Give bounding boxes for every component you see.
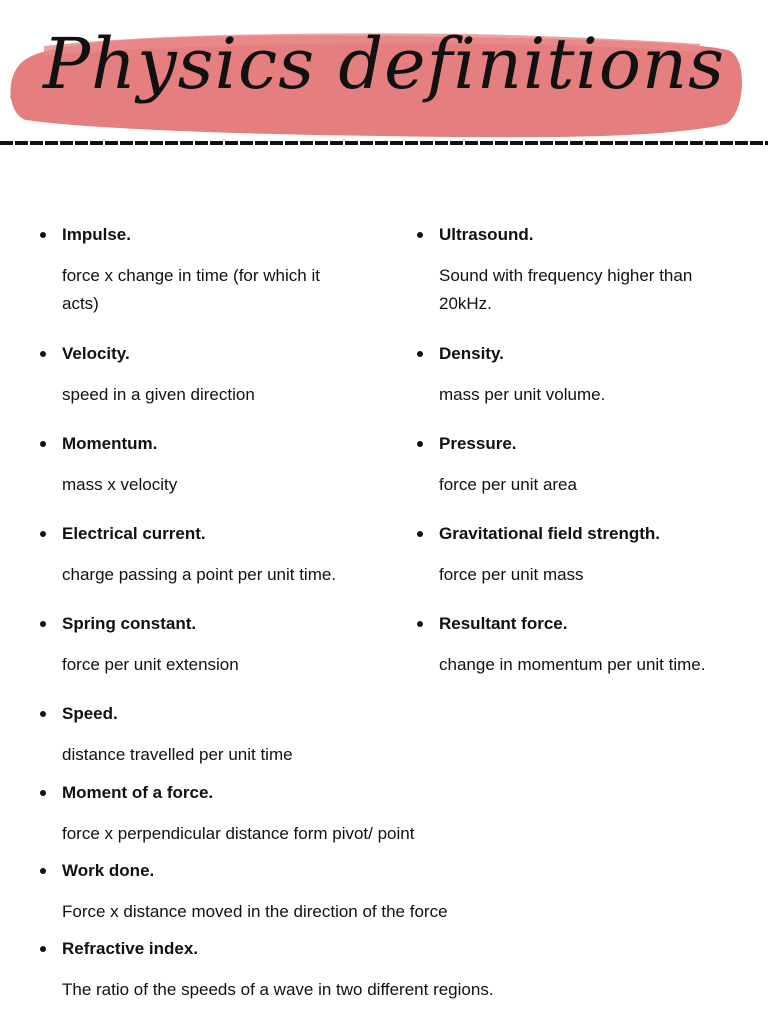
definition-term: Spring constant. [62,614,197,633]
definition-text: force x perpendicular distance form pivot/ point [62,824,415,843]
bullet-icon [417,232,423,238]
definition-term: Density. [439,344,504,363]
definition-item [40,938,740,1004]
bullet-icon [40,531,46,537]
bullet-icon [40,711,46,717]
page-title: Physics definitions [42,23,726,105]
definition-item [417,433,747,499]
definition-term: Pressure. [439,434,517,453]
definition-text: force per unit extension [62,655,239,674]
definition-text: force per unit area [439,475,577,494]
definition-text: speed in a given direction [62,385,255,404]
bullet-icon [40,946,46,952]
definition-term: Resultant force. [439,614,568,633]
definition-term: Work done. [62,861,155,880]
dashed-divider [0,141,768,145]
bullet-icon [40,868,46,874]
definition-text: Force x distance moved in the direction of the force [62,902,448,921]
bullet-icon [40,351,46,357]
definition-term: Electrical current. [62,524,206,543]
definition-item [40,703,740,769]
definition-term: Refractive index. [62,939,199,958]
definition-item [417,343,747,409]
definition-term: Impulse. [62,225,131,244]
definition-term: Moment of a force. [62,783,214,802]
definition-item [40,782,740,848]
bullet-icon [417,351,423,357]
definition-text: force x change in time (for which it acts) [62,266,320,313]
definition-item [40,523,400,589]
bullet-icon [417,441,423,447]
bullet-icon [40,790,46,796]
definition-item [417,224,747,318]
definition-text: change in momentum per unit time. [439,655,706,674]
definition-text: mass x velocity [62,475,178,494]
definition-item [40,433,380,499]
definition-term: Momentum. [62,434,158,453]
definition-text: charge passing a point per unit time. [62,565,337,584]
definition-item [40,860,740,926]
bullet-icon [40,441,46,447]
definition-item [40,613,400,679]
definition-text: mass per unit volume. [439,385,606,404]
definition-item [417,613,757,679]
bullet-icon [417,531,423,537]
definition-text: The ratio of the speeds of a wave in two different regions. [62,980,494,999]
definition-term: Velocity. [62,344,130,363]
definition-item [40,343,360,409]
bullet-icon [40,232,46,238]
title-banner [0,0,768,150]
definition-term: Ultrasound. [439,225,534,244]
definition-term: Speed. [62,704,118,723]
definition-text: force per unit mass [439,565,584,584]
definition-text: distance travelled per unit time [62,745,293,764]
definition-item [417,523,757,589]
bullet-icon [417,621,423,627]
definition-term: Gravitational field strength. [439,524,661,543]
definition-item [40,224,360,318]
bullet-icon [40,621,46,627]
definition-text: Sound with frequency higher than 20kHz. [439,266,693,313]
